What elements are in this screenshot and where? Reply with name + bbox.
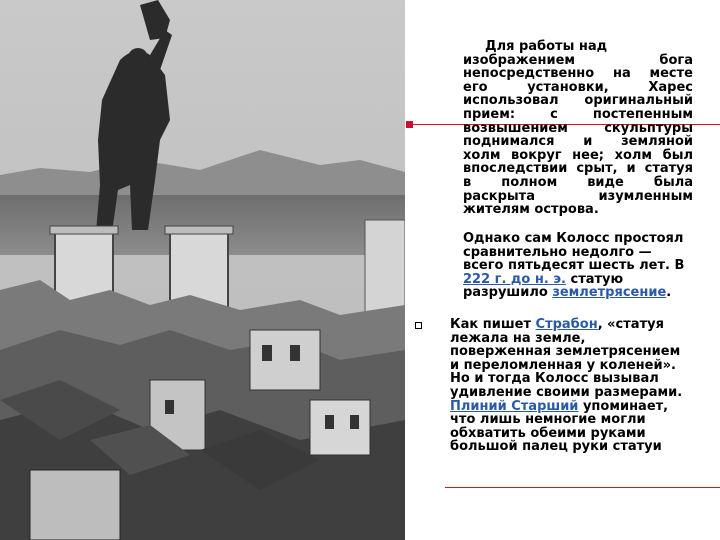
text-line: Однако сам Колосс простоял (463, 231, 684, 246)
pliny-link[interactable]: Плиний Старший (450, 398, 579, 414)
text-line: впоследствии срыт, и статуя (463, 161, 693, 177)
text-line: изображением бога (463, 52, 693, 68)
text-line: поверженная землетрясением (450, 344, 681, 360)
text-line (463, 273, 699, 287)
text-line: использовал оригинальный (463, 93, 693, 109)
earthquake-link[interactable]: землетрясение (552, 285, 667, 301)
text-fragment: упоминает, (578, 398, 669, 414)
text-fragment: . (666, 285, 672, 301)
text-line (463, 286, 699, 300)
paragraph-strabo (450, 318, 702, 454)
text-fragment: разрушило (463, 285, 553, 301)
text-line: раскрыта изумленным (463, 188, 693, 204)
text-line: всего пятьдесят шесть лет. В (463, 258, 685, 274)
text-line: холм вокруг нее; холм был (463, 147, 693, 163)
text-line (450, 400, 702, 414)
year-link[interactable]: 222 г. до н. э. (463, 271, 566, 287)
text-line: непосредственно на месте (463, 66, 693, 82)
paragraph-construction (463, 40, 693, 217)
text-fragment: статую (565, 271, 624, 287)
strabo-link[interactable]: Страбон (535, 317, 598, 332)
text-line: лежала на земле, (450, 330, 586, 346)
decorative-red-rule-bottom (445, 487, 720, 488)
text-line: и переломленная у коленей». (450, 357, 676, 373)
text-line: Для работы над (485, 39, 608, 54)
text-line: поднимался и земляной (463, 134, 693, 150)
paragraph-destruction (463, 232, 699, 300)
bullet-square-icon (415, 322, 422, 329)
text-line: большой палец руки статуи (450, 439, 662, 455)
text-line: Но и тогда Колосс вызывал (450, 371, 659, 387)
text-fragment: , «статуя (597, 317, 664, 332)
text-line: что лишь немногие могли (450, 412, 646, 428)
text-fragment: Как пишет (450, 317, 536, 332)
text-line: обхватить обеими руками (450, 425, 646, 441)
text-line: в полном виде была (463, 174, 693, 190)
text-line: его установки, Харес (463, 79, 693, 95)
slide-marker-top (406, 121, 413, 128)
text-line: возвышением скульптуры (463, 120, 693, 136)
text-line: сравнительно недолго — (463, 244, 652, 260)
text-line (450, 318, 702, 332)
text-line: прием: с постепенным (463, 106, 693, 122)
text-line: удивление своими размерами. (450, 384, 683, 400)
text-line: жителям острова. (463, 202, 599, 218)
